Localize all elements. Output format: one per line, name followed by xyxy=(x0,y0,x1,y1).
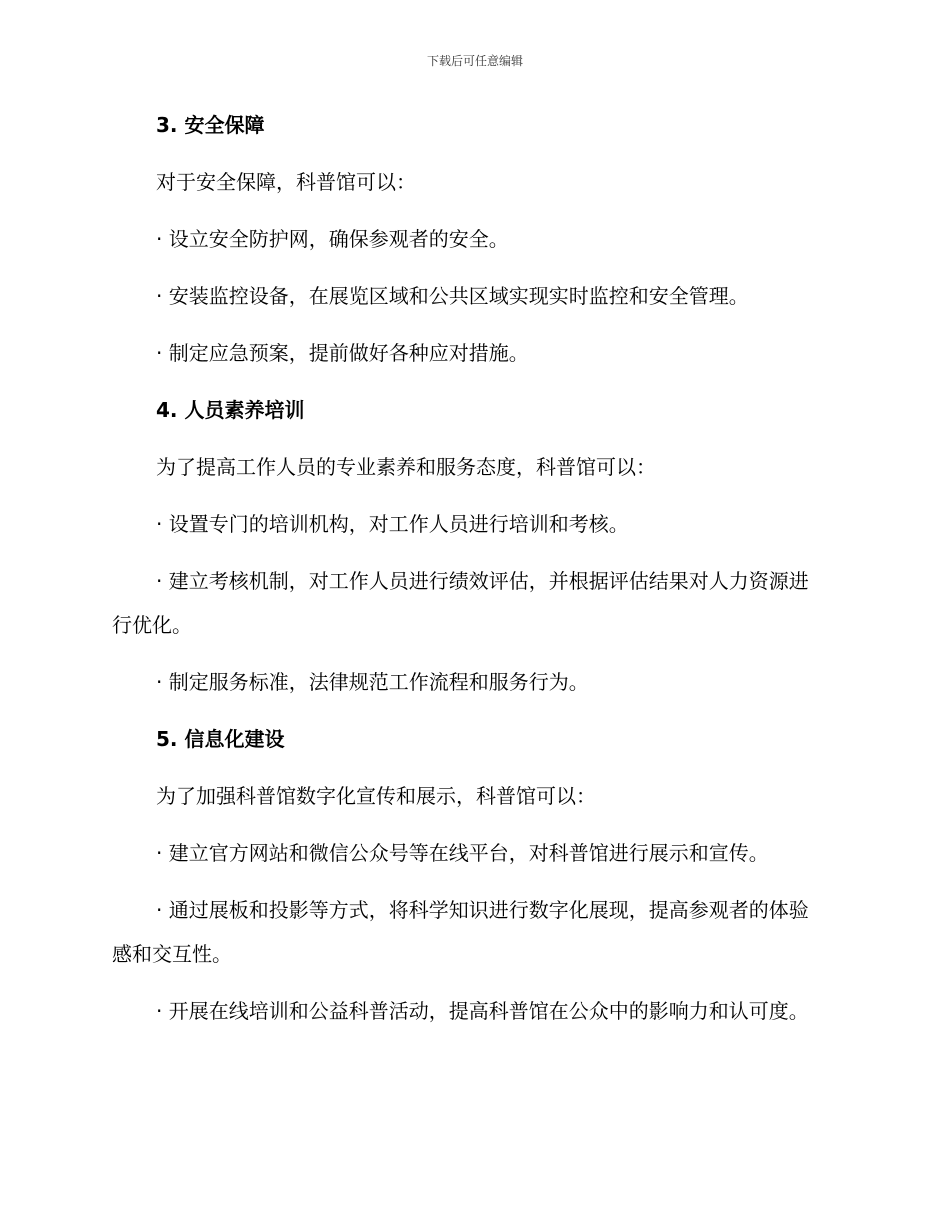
bullet-item: · 开展在线培训和公益科普活动，提高科普馆在公众中的影响力和认可度。 xyxy=(156,999,809,1023)
bullet-item: · 制定服务标准，法律规范工作流程和服务行为。 xyxy=(156,670,589,694)
bullet-item: · 建立考核机制，对工作人员进行绩效评估，并根据评估结果对人力资源进行优化。 xyxy=(112,569,809,637)
document-body xyxy=(112,110,824,1060)
page-header: 下载后可任意编辑 xyxy=(426,54,523,68)
bullet-item: · 通过展板和投影等方式，将科学知识进行数字化展现，提高参观者的体验感和交互性。 xyxy=(112,898,809,966)
section-heading-safety: 3. 安全保障 xyxy=(156,113,265,137)
section-intro: 为了提高工作人员的专业素养和服务态度，科普馆可以： xyxy=(156,455,656,479)
section-heading-training: 4. 人员素养培训 xyxy=(156,398,305,422)
bullet-item: · 设立安全防护网，确保参观者的安全。 xyxy=(156,227,509,251)
section-intro: 为了加强科普馆数字化宣传和展示，科普馆可以： xyxy=(156,784,596,808)
section-heading-informatization: 5. 信息化建设 xyxy=(156,727,285,751)
section-intro: 对于安全保障，科普馆可以： xyxy=(156,170,416,194)
bullet-item: · 设置专门的培训机构，对工作人员进行培训和考核。 xyxy=(156,512,629,536)
bullet-item: · 建立官方网站和微信公众号等在线平台，对科普馆进行展示和宣传。 xyxy=(156,841,769,865)
bullet-item: · 安装监控设备，在展览区域和公共区域实现实时监控和安全管理。 xyxy=(156,284,749,308)
bullet-item: · 制定应急预案，提前做好各种应对措施。 xyxy=(156,341,529,365)
